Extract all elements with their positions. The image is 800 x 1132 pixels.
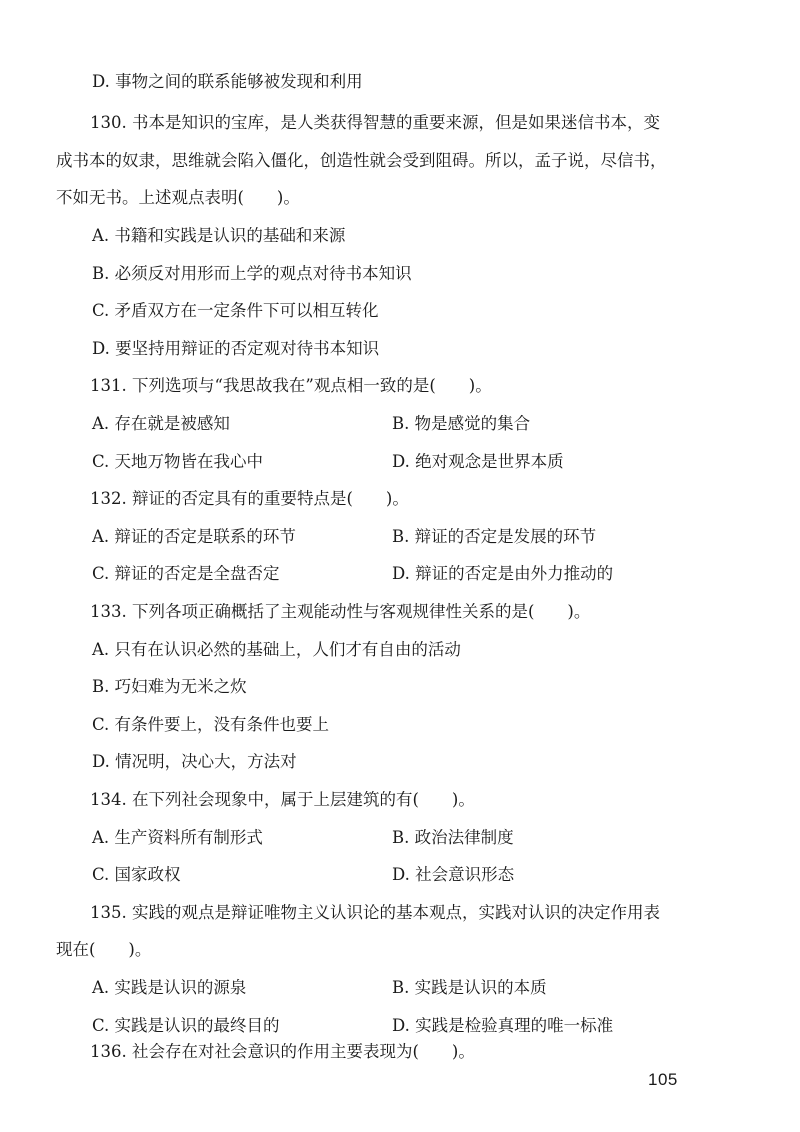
q131-option-b: B. 物是感觉的集合 [392,414,531,433]
q135-option-d: D. 实践是检验真理的唯一标准 [392,1016,614,1035]
q135-stem-line2: 现在( )。 [56,940,152,959]
line-q129-option-d: D. 事物之间的联系能够被发现和利用 [92,72,363,91]
q135-option-c: C. 实践是认识的最终目的 [92,1016,280,1035]
q130-option-d: D. 要坚持用辩证的否定观对待书本知识 [92,339,380,358]
q132-option-a: A. 辩证的否定是联系的环节 [92,527,296,546]
q132-option-b: B. 辩证的否定是发展的环节 [392,527,597,546]
q133-stem: 133. 下列各项正确概括了主观能动性与客观规律性关系的是( )。 [90,602,591,621]
q130-stem-line1: 130. 书本是知识的宝库，是人类获得智慧的重要来源，但是如果迷信书本，变 [90,113,660,132]
q134-option-a: A. 生产资料所有制形式 [92,828,263,847]
q136-stem: 136. 社会存在对社会意识的作用主要表现为( )。 [90,1042,475,1061]
q133-option-c: C. 有条件要上，没有条件也要上 [92,715,330,734]
q134-option-b: B. 政治法律制度 [392,828,514,847]
q131-option-c: C. 天地万物皆在我心中 [92,452,264,471]
q135-option-a: A. 实践是认识的源泉 [92,978,247,997]
q135-stem-line1: 135. 实践的观点是辩证唯物主义认识论的基本观点，实践对认识的决定作用表 [90,903,660,922]
q135-option-b: B. 实践是认识的本质 [392,978,547,997]
page-number: 105 [648,1070,678,1089]
q130-option-a: A. 书籍和实践是认识的基础和来源 [92,226,346,245]
q132-option-c: C. 辩证的否定是全盘否定 [92,564,280,583]
q130-option-b: B. 必须反对用形而上学的观点对待书本知识 [92,264,412,283]
q130-option-c: C. 矛盾双方在一定条件下可以相互转化 [92,301,379,320]
q130-stem-line3: 不如无书。上述观点表明( )。 [56,188,300,207]
q131-option-a: A. 存在就是被感知 [92,414,230,433]
q131-stem: 131. 下列选项与“我思故我在”观点相一致的是( )。 [90,376,492,395]
q133-option-d: D. 情况明，决心大，方法对 [92,752,297,771]
q132-option-d: D. 辩证的否定是由外力推动的 [392,564,614,583]
q134-option-c: C. 国家政权 [92,865,181,884]
q133-option-a: A. 只有在认识必然的基础上，人们才有自由的活动 [92,640,461,659]
q133-option-b: B. 巧妇难为无米之炊 [92,677,247,696]
q131-option-d: D. 绝对观念是世界本质 [392,452,564,471]
q134-stem: 134. 在下列社会现象中，属于上层建筑的有( )。 [90,790,475,809]
q134-option-d: D. 社会意识形态 [392,865,515,884]
q130-stem-line2: 成书本的奴隶，思维就会陷入僵化，创造性就会受到阻碍。所以，孟子说，尽信书， [56,151,667,170]
q132-stem: 132. 辩证的否定具有的重要特点是( )。 [90,489,409,508]
